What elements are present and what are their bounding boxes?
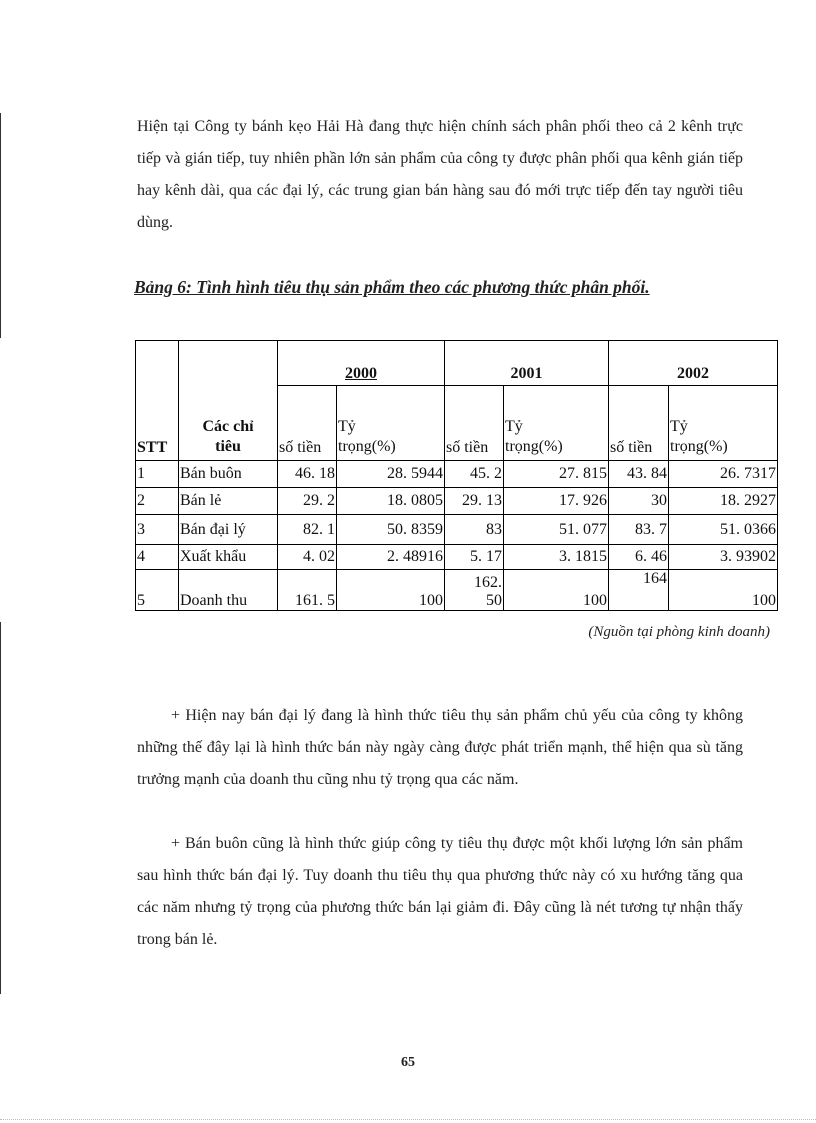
cell-amount-2002: 30 [609, 488, 669, 515]
cell-ratio-2002: 18. 2927 [669, 488, 778, 515]
cell-amount-2001 [445, 570, 504, 611]
cell-amount-2000: 82. 1 [278, 515, 337, 545]
header-criteria-line1: Các chỉ [202, 418, 254, 435]
paragraph-wholesale: + Bán buôn cũng là hình thức giúp công ty tiêu thụ được một khối lượng lớn sản phẩm sau hình thức bán đại lý. Tuy doanh thu tiêu thụ qua phương thức này có xu hướng tăng qua các năm nhưng tỷ trọng của phương thức bán lại giảm đi. Đây cũng là nét tương tự nhận thấy trong bán lẻ. [137, 835, 743, 948]
header-criteria [179, 341, 278, 461]
header-ratio-2002 [669, 386, 778, 461]
header-ratio-line2: trọng(%) [338, 438, 396, 455]
cell-ratio-2001: 27. 815 [504, 461, 609, 488]
cell-amount-2000: 29. 2 [278, 488, 337, 515]
header-ratio-line1: Tỷ [505, 418, 523, 435]
cell-criteria: Xuất khẩu [179, 545, 278, 570]
left-margin-line [0, 113, 1, 338]
cell-ratio-2000: 100 [337, 570, 445, 611]
cell-amount-2001: 45. 2 [445, 461, 504, 488]
cell-amount-2002: 43. 84 [609, 461, 669, 488]
cell-criteria: Bán đại lý [179, 515, 278, 545]
header-year-2002: 2002 [609, 341, 778, 386]
cell-criteria: Doanh thu [179, 570, 278, 611]
cell-amount-2002: 164 [609, 570, 669, 611]
cell-ratio-2001: 100 [504, 570, 609, 611]
header-year-2000: 2000 [278, 341, 445, 386]
header-stt: STT [136, 341, 179, 461]
cell-amount-2002: 6. 46 [609, 545, 669, 570]
header-ratio-line1: Tỷ [338, 418, 356, 435]
cell-stt: 1 [136, 461, 179, 488]
header-amount-2000: số tiền [278, 386, 337, 461]
cell-ratio-2002: 26. 7317 [669, 461, 778, 488]
source-note: (Nguồn tại phòng kinh doanh) [588, 624, 770, 640]
cell-amount-2001-line2: 50 [486, 592, 502, 609]
table-total-row [136, 570, 778, 611]
header-amount-2001: số tiền [445, 386, 504, 461]
table-row [136, 545, 778, 570]
cell-amount-2001: 5. 17 [445, 545, 504, 570]
cell-ratio-2000: 28. 5944 [337, 461, 445, 488]
header-criteria-line2: tiêu [215, 438, 241, 455]
cell-ratio-2001: 3. 1815 [504, 545, 609, 570]
cell-ratio-2000: 50. 8359 [337, 515, 445, 545]
intro-paragraph: Hiện tại Công ty bánh kẹo Hải Hà đang thực hiện chính sách phân phối theo cả 2 kênh trực tiếp và gián tiếp, tuy nhiên phần lớn sản phẩm của công ty được phân phối qua kênh gián tiếp hay kênh dài, qua các đại lý, các trung gian bán hàng sau đó mới trực tiếp đến tay người tiêu dùng. [137, 118, 743, 231]
table-row [136, 488, 778, 515]
bottom-dotted-border [0, 1119, 816, 1120]
cell-amount-2002: 83. 7 [609, 515, 669, 545]
table-header-years-row [136, 341, 778, 386]
cell-ratio-2002: 51. 0366 [669, 515, 778, 545]
cell-ratio-2002: 3. 93902 [669, 545, 778, 570]
cell-amount-2001: 29. 13 [445, 488, 504, 515]
cell-ratio-2000: 2. 48916 [337, 545, 445, 570]
distribution-table [135, 340, 778, 611]
cell-amount-2001-line1: 162. [474, 574, 502, 591]
cell-ratio-2002: 100 [669, 570, 778, 611]
cell-stt: 5 [136, 570, 179, 611]
cell-ratio-2001: 17. 926 [504, 488, 609, 515]
cell-amount-2000: 46. 18 [278, 461, 337, 488]
page-number: 65 [401, 1055, 415, 1070]
header-ratio-line1: Tỷ [670, 418, 688, 435]
header-ratio-2001 [504, 386, 609, 461]
paragraph-agency-sales: + Hiện nay bán đại lý đang là hình thức tiêu thụ sản phẩm chủ yếu của công ty không những thế đây lại là hình thức bán này ngày càng được phát triển mạnh, thể hiện qua sù tăng trưởng mạnh của doanh thu cũng nhu tỷ trọng qua các năm. [137, 707, 743, 788]
header-year-2001: 2001 [445, 341, 609, 386]
table-row [136, 461, 778, 488]
header-ratio-2000 [337, 386, 445, 461]
cell-amount-2000: 161. 5 [278, 570, 337, 611]
header-amount-2002: số tiền [609, 386, 669, 461]
table-row [136, 515, 778, 545]
left-margin-line [0, 622, 1, 994]
cell-stt: 2 [136, 488, 179, 515]
cell-criteria: Bán lẻ [179, 488, 278, 515]
cell-ratio-2001: 51. 077 [504, 515, 609, 545]
cell-amount-2000: 4. 02 [278, 545, 337, 570]
header-ratio-line2: trọng(%) [670, 438, 728, 455]
cell-stt: 3 [136, 515, 179, 545]
cell-criteria: Bán buôn [179, 461, 278, 488]
table-caption: Bảng 6: Tình hình tiêu thụ sản phẩm theo các phương thức phân phối. [134, 277, 650, 297]
cell-stt: 4 [136, 545, 179, 570]
header-ratio-line2: trọng(%) [505, 438, 563, 455]
cell-ratio-2000: 18. 0805 [337, 488, 445, 515]
cell-amount-2001: 83 [445, 515, 504, 545]
